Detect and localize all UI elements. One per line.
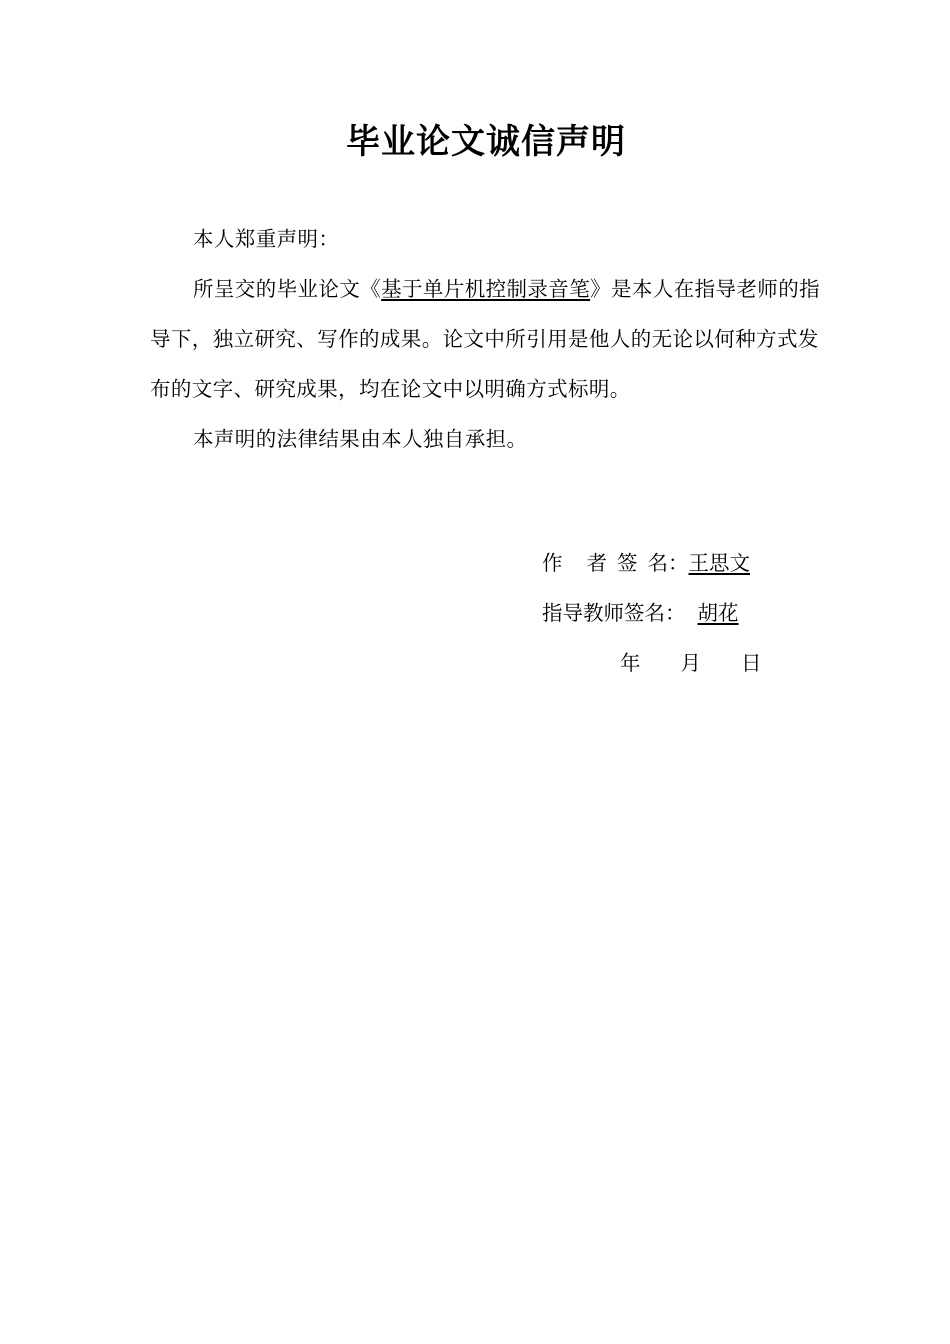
- date-month-label: 月: [680, 651, 701, 675]
- author-signature-line: [542, 548, 750, 578]
- thesis-title: 基于单片机控制录音笔: [381, 277, 591, 301]
- declaration-body: [150, 214, 822, 464]
- advisor-name: 胡花: [697, 601, 739, 625]
- declaration-paragraph-2: 本声明的法律结果由本人独自承担。: [193, 427, 528, 451]
- page-title: 毕业论文诚信声明: [346, 122, 626, 162]
- paragraph-1-after: 》是本人在指导老师的指导下，独立研究、写作的成果。论文中所引用是他人的无论以何种方式发布的文字、研究成果，均在论文中以明确方式标明。: [150, 277, 821, 401]
- author-label-char-2: 者: [586, 551, 607, 575]
- date-year-label: 年: [620, 651, 641, 675]
- author-label-char-4: 名：: [647, 551, 689, 575]
- author-label-char-1: 作: [542, 551, 563, 575]
- date-day-label: 日: [741, 651, 762, 675]
- declaration-intro: 本人郑重声明：: [193, 227, 340, 251]
- paragraph-1-before: 所呈交的毕业论文《: [193, 277, 382, 301]
- author-label-char-3: 签: [617, 551, 638, 575]
- advisor-label: 指导教师签名：: [542, 601, 686, 625]
- advisor-signature-line: [542, 598, 739, 628]
- signature-date-line: [620, 648, 762, 678]
- author-name: 王思文: [688, 551, 750, 575]
- declaration-paragraph-1: [150, 264, 822, 414]
